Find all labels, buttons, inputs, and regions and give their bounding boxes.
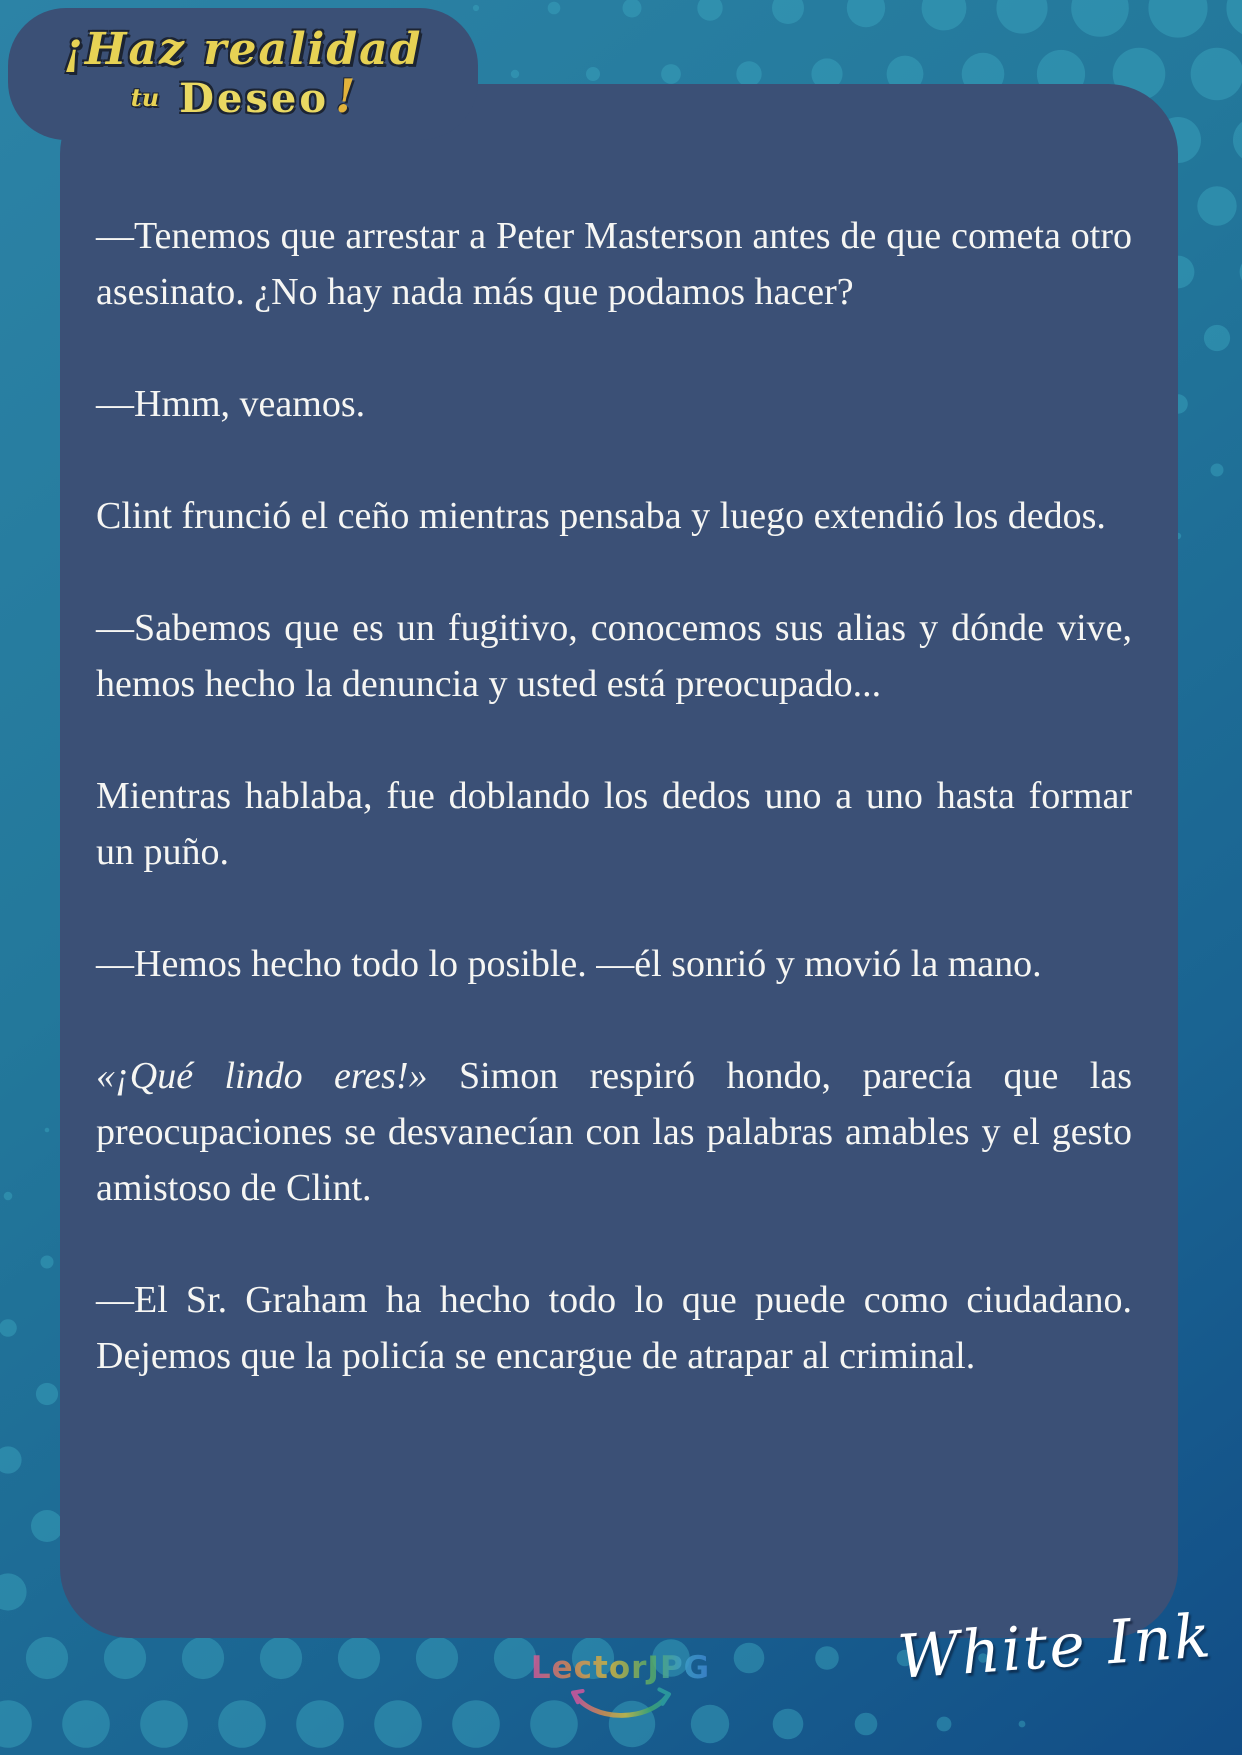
paragraph: —Tenemos que arrestar a Peter Masterson antes de que cometa otro asesinato. ¿No hay nada más que podamos hacer? <box>96 215 1132 313</box>
logo-line2 <box>8 69 478 123</box>
logo-tab <box>8 8 478 140</box>
smile-arc-icon <box>565 1686 677 1728</box>
logo-word-tu: tu <box>130 83 160 112</box>
story-text <box>96 208 1132 1384</box>
paragraph: Clint frunció el ceño mientras pensaba y luego extendió los dedos. <box>96 495 1106 537</box>
logo-exclamation: ! <box>335 69 356 123</box>
logo-word-deseo: Deseo <box>179 75 330 122</box>
paragraph: —El Sr. Graham ha hecho todo lo que puede como ciudadano. Dejemos que la policía se encargue de atrapar al criminal. <box>96 1279 1132 1377</box>
paragraph: —Hmm, veamos. <box>96 383 366 425</box>
paragraph: —Sabemos que es un fugitivo, conocemos sus alias y dónde vive, hemos hecho la denuncia y usted está preocupado... <box>96 607 1132 705</box>
white-ink-signature: White Ink <box>895 1601 1215 1693</box>
paragraph: Mientras hablaba, fue doblando los dedos uno a uno hasta formar un puño. <box>96 775 1132 873</box>
paragraph: —Hemos hecho todo lo posible. —él sonrió y movió la mano. <box>96 943 1042 985</box>
story-card <box>60 84 1178 1638</box>
paragraph: «¡Qué lindo eres!» Simon respiró hondo, parecía que las preocupaciones se desvanecían con las palabras amables y el gesto amistoso de Clint. <box>96 1055 1133 1209</box>
lectorjpg-watermark <box>468 1650 773 1728</box>
logo-line1: ¡Haz realidad <box>63 24 423 75</box>
lectorjpg-logo-text: LectorJPG <box>530 1650 711 1686</box>
italic-quote: «¡Qué lindo eres!» <box>96 1055 428 1097</box>
